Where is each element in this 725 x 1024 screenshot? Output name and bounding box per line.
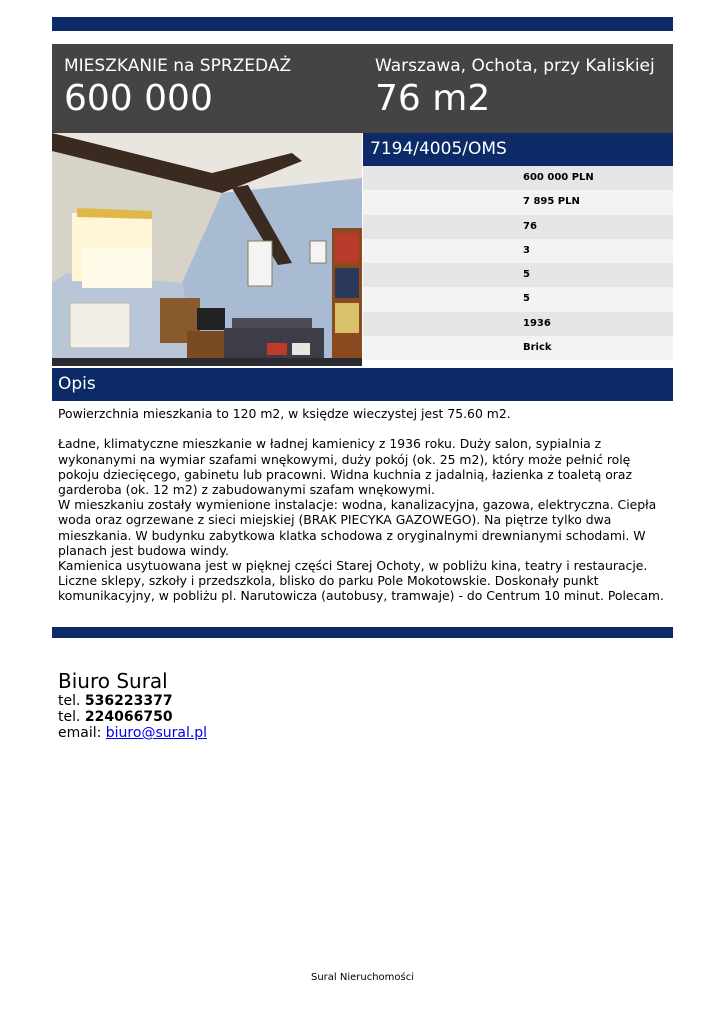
- description-heading: Opis: [52, 368, 673, 401]
- listing-reference: 7194/4005/OMS: [363, 133, 673, 166]
- spec-price-per-m2: 7 895 PLN: [363, 190, 673, 214]
- apartment-photo: [52, 133, 362, 366]
- email-line: [58, 725, 207, 741]
- agency-name: Biuro Sural: [58, 669, 168, 693]
- spec-floors-total: 5: [363, 287, 673, 311]
- spec-floor: 5: [363, 263, 673, 287]
- phone-line-2: [58, 709, 207, 725]
- listing-location: Warszawa, Ochota, przy Kaliskiej: [375, 56, 655, 76]
- phone-number-2[interactable]: 224066750: [84, 709, 173, 725]
- phone-label: tel.: [58, 709, 81, 725]
- phone-label: tel.: [58, 693, 81, 709]
- listing-area: 76 m2: [375, 78, 491, 119]
- spec-material: Brick: [363, 336, 673, 360]
- apartment-photo-illustration: [52, 133, 362, 366]
- top-accent-bar: [52, 17, 673, 31]
- spec-rooms: 3: [363, 239, 673, 263]
- email-label: email:: [58, 725, 102, 741]
- spec-area: 76: [363, 215, 673, 239]
- header-right: [375, 54, 655, 120]
- spec-price: 600 000 PLN: [363, 166, 673, 190]
- listing-header: [52, 44, 673, 133]
- page-footer: Sural Nieruchomości: [310, 972, 415, 983]
- listing-type: MIESZKANIE na SPRZEDAŻ: [64, 56, 292, 76]
- listing-price: 600 000: [64, 78, 213, 119]
- section-divider-bar: [52, 627, 673, 638]
- contact-block: [58, 669, 207, 741]
- description-text: Powierzchnia mieszkania to 120 m2, w księdze wieczystej jest 75.60 m2. Ładne, klimatyczne mieszkanie w ładnej kamienicy z 1936 roku. Duży salon, sypialnia z wykonanymi na wymiar szafami wnękowymi, duży pokój (ok. 25 m2), który może pełnić rolę pokoju dziecięcego, gabinetu lub pracowni. Widna kuchnia z jadalnią, łazienka z toaletą oraz garderoba (ok. 12 m2) z zabudowanymi szafam wnękowymi. W mieszkaniu zostały wymienione instalacje: wodna, kanalizacyjna, gazowa, elektryczna. Ciepła woda oraz ogrzewane z sieci miejskiej (BRAK PIECYKA GAZOWEGO). Na piętrze tylko dwa mieszkania. W budynku zabytkowa klatka schodowa z oryginalnymi drewnianymi schodami. W planach jest budowa windy. Kamienica usytuowana jest w pięknej części Starej Ochoty, w pobliżu kina, teatry i restauracje. Liczne sklepy, szkoły i przedszkola, blisko do parku Pole Mokotowskie. Doskonały punkt komunikacyjny, w pobliżu pl. Narutowicza (autobusy, tramwaje) - do Centrum 10 minut. Polecam.: [58, 406, 664, 604]
- header-left: [64, 54, 291, 120]
- phone-number-1[interactable]: 536223377: [84, 693, 173, 709]
- email-link[interactable]: biuro@sural.pl: [105, 725, 208, 741]
- spec-table: [363, 166, 673, 360]
- spec-build-year: 1936: [363, 312, 673, 336]
- phone-line-1: [58, 693, 207, 709]
